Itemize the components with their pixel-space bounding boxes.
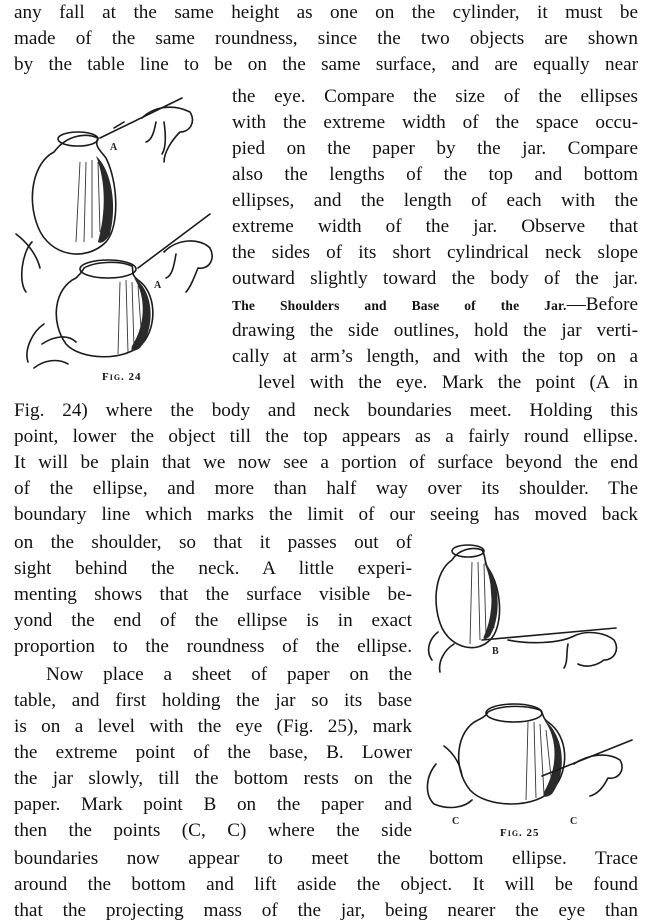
figure-24-illustration <box>14 92 226 388</box>
text-line: the extreme point of the base, B. Lower <box>14 742 412 763</box>
text-line: extreme width of the jar. Observe that <box>232 216 638 237</box>
text-line: boundaries now appear to meet the bottom ellipse. Trace <box>14 848 638 869</box>
text-line: point, lower the object till the top appears as a fairly round ellipse. <box>14 426 638 447</box>
text-line: on the shoulder, so that it passes out of <box>14 532 412 553</box>
section-heading: The Shoulders and Base of the Jar. <box>232 298 567 313</box>
text-line: any fall at the same height as one on the cylinder, it must be <box>14 2 638 23</box>
text-line: menting shows that the surface visible be- <box>14 584 412 605</box>
text-line: then the points (C, C) where the side <box>14 820 412 841</box>
figure-25-caption: Fig. 25 <box>500 827 540 839</box>
text-line: drawing the side outlines, hold the jar verti- <box>232 320 638 341</box>
section-heading-continuation: —Before <box>566 294 638 315</box>
text-line: level with the eye. Mark the point (A in <box>258 372 638 393</box>
text-line: also the lengths of the top and bottom <box>232 164 638 185</box>
figure-24-label-a-lower: A <box>154 280 162 291</box>
figure-25-label-b: B <box>492 646 499 657</box>
text-line: the eye. Compare the size of the ellipses <box>232 86 638 107</box>
text-line: Now place a sheet of paper on the <box>46 664 412 685</box>
text-line: Fig. 24) where the body and neck boundaries meet. Holding this <box>14 400 638 421</box>
text-line: ellipses, and the length of each with the <box>232 190 638 211</box>
text-line: outward slightly toward the body of the jar. <box>232 268 638 289</box>
figure-25-illustration <box>418 532 640 844</box>
text-line: around the bottom and lift aside the object. It will be found <box>14 874 638 895</box>
text-line: by the table line to be on the same surface, and are equally near <box>14 54 638 75</box>
figure-25 <box>418 532 640 844</box>
text-line: table, and first holding the jar so its base <box>14 690 412 711</box>
figure-24-caption: Fig. 24 <box>102 371 142 383</box>
text-line: paper. Mark point B on the paper and <box>14 794 412 815</box>
figure-25-label-c-left: C <box>452 816 460 827</box>
section-heading-line <box>232 292 638 319</box>
text-line: the sides of its short cylindrical neck slope <box>232 242 638 263</box>
text-line: sight behind the neck. A little experi- <box>14 558 412 579</box>
figure-24-label-a: A <box>110 142 118 153</box>
text-line: made of the same roundness, since the two objects are shown <box>14 28 638 49</box>
text-line: the jar slowly, till the bottom rests on the <box>14 768 412 789</box>
text-line: It will be plain that we now see a portion of surface beyond the end <box>14 452 638 473</box>
text-line: pied on the paper by the jar. Compare <box>232 138 638 159</box>
text-line: of the ellipse, and more than half way over its shoulder. The <box>14 478 638 499</box>
text-line: that the projecting mass of the jar, being nearer the eye than <box>14 900 638 921</box>
text-line: is on a level with the eye (Fig. 25), mark <box>14 716 412 737</box>
text-line: yond the end of the ellipse is in exact <box>14 610 412 631</box>
text-line: with the extreme width of the space occu- <box>232 112 638 133</box>
figure-25-label-c-right: C <box>570 816 578 827</box>
text-line: proportion to the roundness of the ellipse. <box>14 636 412 657</box>
figure-24 <box>14 92 226 388</box>
text-line: boundary line which marks the limit of our seeing has moved back <box>14 504 638 525</box>
text-line: cally at arm’s length, and with the top on a <box>232 346 638 367</box>
